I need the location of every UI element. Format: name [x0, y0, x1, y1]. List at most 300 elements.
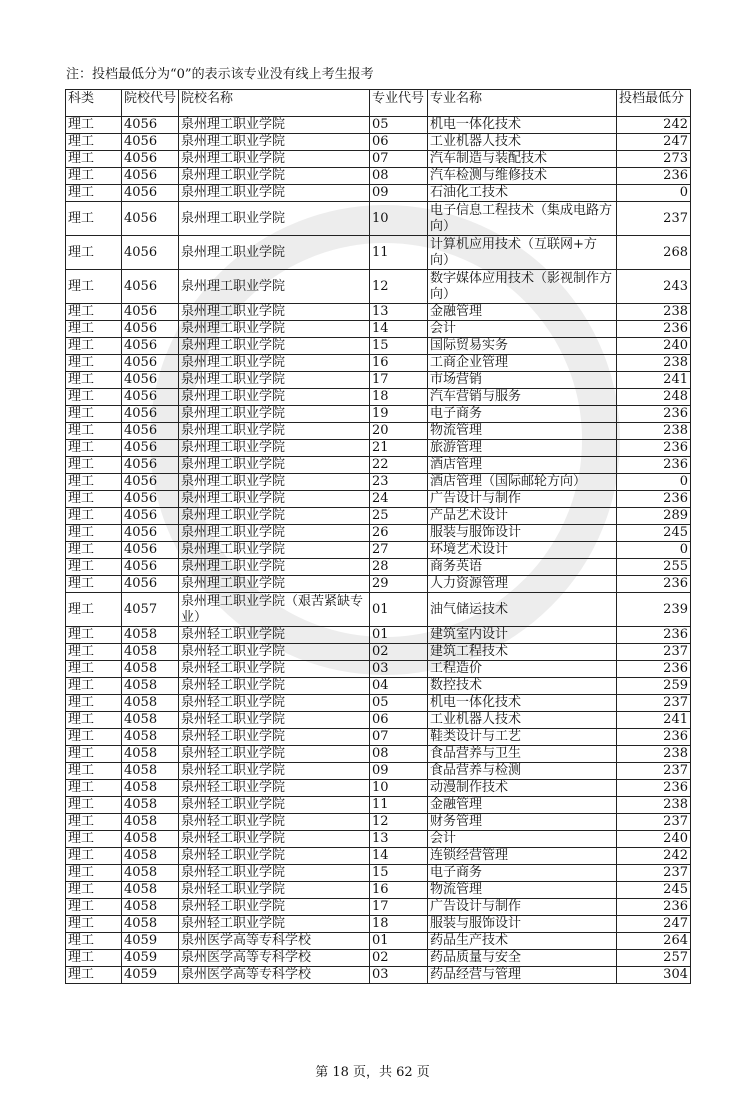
cell-major-name: 服装与服饰设计 — [428, 525, 617, 542]
table-row — [66, 236, 691, 270]
table-row — [66, 406, 691, 423]
cell-major-name: 机电一体化技术 — [428, 117, 617, 134]
cell-major-name: 环境艺术设计 — [428, 542, 617, 559]
cell-school-code: 4059 — [122, 967, 179, 984]
cell-school-code: 4059 — [122, 950, 179, 967]
cell-major-name: 人力资源管理 — [428, 576, 617, 593]
cell-school-code: 4056 — [122, 576, 179, 593]
cell-school-name: 泉州医学高等专科学校 — [179, 967, 370, 984]
cell-major-code: 01 — [370, 933, 428, 950]
cell-min-score: 243 — [617, 270, 691, 304]
cell-school-code: 4056 — [122, 321, 179, 338]
table-row — [66, 457, 691, 474]
table-row — [66, 440, 691, 457]
cell-school-name: 泉州轻工职业学院 — [179, 644, 370, 661]
cell-major-code: 10 — [370, 780, 428, 797]
cell-category: 理工 — [66, 270, 122, 304]
cell-major-name: 建筑工程技术 — [428, 644, 617, 661]
cell-min-score: 238 — [617, 355, 691, 372]
cell-major-code: 05 — [370, 117, 428, 134]
cell-major-code: 09 — [370, 185, 428, 202]
cell-school-name: 泉州理工职业学院 — [179, 151, 370, 168]
cell-min-score: 259 — [617, 678, 691, 695]
cell-category: 理工 — [66, 355, 122, 372]
cell-school-name: 泉州理工职业学院 — [179, 355, 370, 372]
cell-min-score: 242 — [617, 848, 691, 865]
cell-major-name: 汽车营销与服务 — [428, 389, 617, 406]
cell-school-code: 4058 — [122, 882, 179, 899]
cell-min-score: 238 — [617, 423, 691, 440]
cell-major-name: 产品艺术设计 — [428, 508, 617, 525]
cell-major-name: 物流管理 — [428, 423, 617, 440]
cell-category: 理工 — [66, 151, 122, 168]
cell-school-name: 泉州轻工职业学院 — [179, 865, 370, 882]
table-row — [66, 321, 691, 338]
cell-category: 理工 — [66, 967, 122, 984]
cell-category: 理工 — [66, 508, 122, 525]
table-row — [66, 797, 691, 814]
cell-category: 理工 — [66, 117, 122, 134]
cell-category: 理工 — [66, 576, 122, 593]
cell-school-code: 4058 — [122, 712, 179, 729]
cell-major-name: 工业机器人技术 — [428, 712, 617, 729]
cell-min-score: 236 — [617, 168, 691, 185]
cell-school-name: 泉州理工职业学院 — [179, 389, 370, 406]
cell-category: 理工 — [66, 627, 122, 644]
cell-school-name: 泉州理工职业学院 — [179, 576, 370, 593]
cell-category: 理工 — [66, 542, 122, 559]
table-row — [66, 899, 691, 916]
cell-major-code: 05 — [370, 695, 428, 712]
cell-school-code: 4056 — [122, 270, 179, 304]
cell-major-name: 药品经营与管理 — [428, 967, 617, 984]
table-row — [66, 967, 691, 984]
cell-school-code: 4058 — [122, 797, 179, 814]
cell-school-code: 4058 — [122, 848, 179, 865]
cell-major-code: 08 — [370, 746, 428, 763]
cell-school-name: 泉州轻工职业学院 — [179, 729, 370, 746]
table-row — [66, 916, 691, 933]
cell-min-score: 236 — [617, 780, 691, 797]
cell-school-code: 4056 — [122, 389, 179, 406]
cell-min-score: 268 — [617, 236, 691, 270]
cell-major-name: 工业机器人技术 — [428, 134, 617, 151]
cell-min-score: 304 — [617, 967, 691, 984]
cell-major-code: 25 — [370, 508, 428, 525]
cell-min-score: 245 — [617, 882, 691, 899]
table-row — [66, 355, 691, 372]
table-row — [66, 559, 691, 576]
cell-school-code: 4056 — [122, 202, 179, 236]
cell-major-name: 广告设计与制作 — [428, 899, 617, 916]
cell-category: 理工 — [66, 763, 122, 780]
table-row — [66, 865, 691, 882]
cell-major-code: 21 — [370, 440, 428, 457]
cell-school-code: 4058 — [122, 746, 179, 763]
cell-school-code: 4058 — [122, 763, 179, 780]
cell-category: 理工 — [66, 831, 122, 848]
cell-school-code: 4058 — [122, 695, 179, 712]
cell-school-code: 4056 — [122, 355, 179, 372]
table-row — [66, 372, 691, 389]
table-row — [66, 389, 691, 406]
cell-major-name: 石油化工技术 — [428, 185, 617, 202]
cell-school-code: 4056 — [122, 423, 179, 440]
cell-school-code: 4056 — [122, 134, 179, 151]
cell-school-name: 泉州理工职业学院 — [179, 117, 370, 134]
header-category: 科类 — [66, 90, 122, 117]
cell-school-code: 4056 — [122, 474, 179, 491]
cell-school-name: 泉州理工职业学院 — [179, 457, 370, 474]
cell-major-name: 建筑室内设计 — [428, 627, 617, 644]
cell-school-name: 泉州轻工职业学院 — [179, 678, 370, 695]
cell-major-name: 电子信息工程技术（集成电路方向） — [428, 202, 617, 236]
cell-school-name: 泉州理工职业学院（艰苦紧缺专业） — [179, 593, 370, 627]
cell-category: 理工 — [66, 185, 122, 202]
cell-major-code: 17 — [370, 372, 428, 389]
cell-min-score: 237 — [617, 202, 691, 236]
cell-school-name: 泉州理工职业学院 — [179, 134, 370, 151]
cell-min-score: 237 — [617, 814, 691, 831]
cell-min-score: 237 — [617, 865, 691, 882]
cell-major-name: 会计 — [428, 831, 617, 848]
table-row — [66, 168, 691, 185]
cell-min-score: 236 — [617, 576, 691, 593]
page-footer: 第 18 页，共 62 页 — [315, 1065, 430, 1080]
cell-major-name: 药品质量与安全 — [428, 950, 617, 967]
cell-major-code: 23 — [370, 474, 428, 491]
cell-major-code: 01 — [370, 593, 428, 627]
cell-school-code: 4056 — [122, 525, 179, 542]
cell-major-code: 03 — [370, 661, 428, 678]
cell-school-code: 4058 — [122, 831, 179, 848]
cell-major-code: 29 — [370, 576, 428, 593]
table-header-row — [66, 90, 691, 117]
cell-major-name: 广告设计与制作 — [428, 491, 617, 508]
cell-min-score: 242 — [617, 117, 691, 134]
cell-category: 理工 — [66, 695, 122, 712]
cell-category: 理工 — [66, 474, 122, 491]
cell-category: 理工 — [66, 457, 122, 474]
cell-major-code: 26 — [370, 525, 428, 542]
cell-school-name: 泉州轻工职业学院 — [179, 746, 370, 763]
cell-major-name: 物流管理 — [428, 882, 617, 899]
cell-school-code: 4056 — [122, 338, 179, 355]
cell-min-score: 247 — [617, 916, 691, 933]
cell-major-code: 07 — [370, 729, 428, 746]
cell-major-name: 电子商务 — [428, 865, 617, 882]
table-row — [66, 882, 691, 899]
cell-min-score: 247 — [617, 134, 691, 151]
cell-major-name: 数控技术 — [428, 678, 617, 695]
cell-school-code: 4056 — [122, 406, 179, 423]
cell-school-code: 4056 — [122, 117, 179, 134]
cell-school-name: 泉州理工职业学院 — [179, 270, 370, 304]
cell-major-code: 22 — [370, 457, 428, 474]
cell-major-code: 02 — [370, 644, 428, 661]
cell-major-name: 市场营销 — [428, 372, 617, 389]
table-row — [66, 814, 691, 831]
cell-school-name: 泉州理工职业学院 — [179, 474, 370, 491]
cell-school-code: 4058 — [122, 780, 179, 797]
cell-major-code: 12 — [370, 814, 428, 831]
cell-major-name: 商务英语 — [428, 559, 617, 576]
cell-major-code: 28 — [370, 559, 428, 576]
cell-category: 理工 — [66, 729, 122, 746]
cell-min-score: 240 — [617, 338, 691, 355]
header-min-score: 投档最低分 — [617, 90, 691, 117]
cell-school-name: 泉州理工职业学院 — [179, 508, 370, 525]
cell-min-score: 236 — [617, 321, 691, 338]
table-row — [66, 950, 691, 967]
cell-major-name: 数字媒体应用技术（影视制作方向） — [428, 270, 617, 304]
cell-category: 理工 — [66, 661, 122, 678]
cell-major-code: 16 — [370, 355, 428, 372]
cell-school-name: 泉州理工职业学院 — [179, 542, 370, 559]
cell-major-name: 药品生产技术 — [428, 933, 617, 950]
cell-school-name: 泉州理工职业学院 — [179, 338, 370, 355]
cell-category: 理工 — [66, 304, 122, 321]
cell-major-code: 06 — [370, 712, 428, 729]
cell-school-name: 泉州轻工职业学院 — [179, 780, 370, 797]
table-row — [66, 712, 691, 729]
cell-major-name: 酒店管理 — [428, 457, 617, 474]
cell-school-name: 泉州理工职业学院 — [179, 185, 370, 202]
cell-min-score: 236 — [617, 729, 691, 746]
cell-category: 理工 — [66, 797, 122, 814]
table-row — [66, 423, 691, 440]
cell-major-name: 财务管理 — [428, 814, 617, 831]
cell-category: 理工 — [66, 899, 122, 916]
cell-major-code: 06 — [370, 134, 428, 151]
cell-major-code: 09 — [370, 763, 428, 780]
cell-school-code: 4058 — [122, 865, 179, 882]
cell-school-code: 4056 — [122, 151, 179, 168]
cell-school-name: 泉州轻工职业学院 — [179, 848, 370, 865]
table-row — [66, 831, 691, 848]
cell-school-name: 泉州医学高等专科学校 — [179, 933, 370, 950]
cell-min-score: 240 — [617, 831, 691, 848]
cell-school-name: 泉州理工职业学院 — [179, 491, 370, 508]
cell-major-name: 连锁经营管理 — [428, 848, 617, 865]
cell-school-name: 泉州轻工职业学院 — [179, 916, 370, 933]
cell-school-code: 4056 — [122, 457, 179, 474]
cell-school-name: 泉州理工职业学院 — [179, 236, 370, 270]
cell-min-score: 241 — [617, 372, 691, 389]
cell-major-code: 04 — [370, 678, 428, 695]
cell-min-score: 264 — [617, 933, 691, 950]
cell-school-code: 4056 — [122, 168, 179, 185]
table-row — [66, 593, 691, 627]
cell-category: 理工 — [66, 848, 122, 865]
cell-major-name: 机电一体化技术 — [428, 695, 617, 712]
cell-school-code: 4056 — [122, 542, 179, 559]
cell-school-code: 4056 — [122, 559, 179, 576]
cell-min-score: 248 — [617, 389, 691, 406]
cell-major-name: 食品营养与卫生 — [428, 746, 617, 763]
table-row — [66, 134, 691, 151]
cell-min-score: 238 — [617, 746, 691, 763]
cell-category: 理工 — [66, 882, 122, 899]
cell-category: 理工 — [66, 559, 122, 576]
cell-school-name: 泉州轻工职业学院 — [179, 695, 370, 712]
cell-major-name: 汽车检测与维修技术 — [428, 168, 617, 185]
cell-category: 理工 — [66, 202, 122, 236]
cell-min-score: 0 — [617, 542, 691, 559]
cell-major-code: 14 — [370, 848, 428, 865]
cell-major-name: 食品营养与检测 — [428, 763, 617, 780]
cell-school-code: 4058 — [122, 916, 179, 933]
cell-category: 理工 — [66, 916, 122, 933]
cell-school-name: 泉州理工职业学院 — [179, 423, 370, 440]
cell-min-score: 237 — [617, 763, 691, 780]
table-row — [66, 338, 691, 355]
cell-school-name: 泉州轻工职业学院 — [179, 899, 370, 916]
cell-school-code: 4056 — [122, 508, 179, 525]
cell-major-code: 15 — [370, 865, 428, 882]
cell-school-name: 泉州轻工职业学院 — [179, 814, 370, 831]
cell-major-name: 工商企业管理 — [428, 355, 617, 372]
cell-school-name: 泉州轻工职业学院 — [179, 661, 370, 678]
cell-category: 理工 — [66, 678, 122, 695]
table-row — [66, 644, 691, 661]
cell-category: 理工 — [66, 593, 122, 627]
cell-school-code: 4058 — [122, 729, 179, 746]
cell-min-score: 236 — [617, 627, 691, 644]
cell-school-code: 4057 — [122, 593, 179, 627]
cell-major-code: 27 — [370, 542, 428, 559]
cell-major-code: 19 — [370, 406, 428, 423]
cell-school-code: 4056 — [122, 440, 179, 457]
cell-major-code: 15 — [370, 338, 428, 355]
cell-school-name: 泉州理工职业学院 — [179, 525, 370, 542]
cell-category: 理工 — [66, 746, 122, 763]
cell-school-code: 4059 — [122, 933, 179, 950]
table-row — [66, 151, 691, 168]
cell-school-name: 泉州轻工职业学院 — [179, 627, 370, 644]
cell-major-code: 14 — [370, 321, 428, 338]
cell-category: 理工 — [66, 525, 122, 542]
cell-major-name: 金融管理 — [428, 304, 617, 321]
cell-major-name: 金融管理 — [428, 797, 617, 814]
cell-category: 理工 — [66, 865, 122, 882]
header-major-name: 专业名称 — [428, 90, 617, 117]
table-row — [66, 933, 691, 950]
table-note: 注：投档最低分为“0”的表示该专业没有线上考生报考 — [66, 67, 374, 82]
table-row — [66, 491, 691, 508]
cell-school-name: 泉州轻工职业学院 — [179, 831, 370, 848]
cell-min-score: 0 — [617, 474, 691, 491]
cell-min-score: 245 — [617, 525, 691, 542]
cell-major-code: 16 — [370, 882, 428, 899]
cell-school-code: 4056 — [122, 372, 179, 389]
cell-major-name: 工程造价 — [428, 661, 617, 678]
cell-school-code: 4058 — [122, 678, 179, 695]
table-row — [66, 304, 691, 321]
cell-school-name: 泉州轻工职业学院 — [179, 797, 370, 814]
cell-major-code: 02 — [370, 950, 428, 967]
table-row — [66, 746, 691, 763]
cell-major-code: 11 — [370, 797, 428, 814]
cell-category: 理工 — [66, 423, 122, 440]
cell-school-name: 泉州轻工职业学院 — [179, 763, 370, 780]
cell-school-name: 泉州理工职业学院 — [179, 321, 370, 338]
cell-min-score: 236 — [617, 406, 691, 423]
cell-min-score: 236 — [617, 661, 691, 678]
cell-major-name: 会计 — [428, 321, 617, 338]
cell-school-name: 泉州理工职业学院 — [179, 440, 370, 457]
cell-school-code: 4058 — [122, 899, 179, 916]
cell-major-name: 汽车制造与装配技术 — [428, 151, 617, 168]
cell-category: 理工 — [66, 236, 122, 270]
cell-category: 理工 — [66, 933, 122, 950]
cell-category: 理工 — [66, 950, 122, 967]
cell-school-code: 4056 — [122, 185, 179, 202]
cell-category: 理工 — [66, 168, 122, 185]
cell-school-name: 泉州理工职业学院 — [179, 304, 370, 321]
cell-school-name: 泉州理工职业学院 — [179, 559, 370, 576]
cell-school-code: 4058 — [122, 644, 179, 661]
cell-min-score: 239 — [617, 593, 691, 627]
cell-category: 理工 — [66, 644, 122, 661]
cell-major-code: 24 — [370, 491, 428, 508]
cell-major-code: 07 — [370, 151, 428, 168]
table-row — [66, 185, 691, 202]
cell-min-score: 236 — [617, 440, 691, 457]
cell-school-code: 4058 — [122, 814, 179, 831]
cell-major-name: 服装与服饰设计 — [428, 916, 617, 933]
table-row — [66, 729, 691, 746]
cell-school-name: 泉州轻工职业学院 — [179, 882, 370, 899]
table-row — [66, 542, 691, 559]
cell-major-name: 动漫制作技术 — [428, 780, 617, 797]
cell-major-code: 12 — [370, 270, 428, 304]
cell-school-name: 泉州理工职业学院 — [179, 202, 370, 236]
table-row — [66, 270, 691, 304]
cell-school-code: 4056 — [122, 236, 179, 270]
cell-category: 理工 — [66, 491, 122, 508]
cell-min-score: 255 — [617, 559, 691, 576]
cell-major-name: 旅游管理 — [428, 440, 617, 457]
cell-major-code: 20 — [370, 423, 428, 440]
table-row — [66, 678, 691, 695]
cell-major-code: 10 — [370, 202, 428, 236]
cell-category: 理工 — [66, 780, 122, 797]
cell-school-name: 泉州医学高等专科学校 — [179, 950, 370, 967]
cell-min-score: 236 — [617, 457, 691, 474]
header-school-code: 院校代号 — [122, 90, 179, 117]
table-row — [66, 576, 691, 593]
admission-score-table — [65, 89, 691, 984]
cell-major-code: 11 — [370, 236, 428, 270]
cell-school-name: 泉州理工职业学院 — [179, 168, 370, 185]
cell-school-code: 4056 — [122, 491, 179, 508]
cell-min-score: 236 — [617, 491, 691, 508]
table-row — [66, 525, 691, 542]
cell-major-name: 鞋类设计与工艺 — [428, 729, 617, 746]
cell-category: 理工 — [66, 372, 122, 389]
cell-major-code: 18 — [370, 389, 428, 406]
cell-min-score: 237 — [617, 695, 691, 712]
cell-school-code: 4056 — [122, 304, 179, 321]
table-row — [66, 508, 691, 525]
cell-min-score: 241 — [617, 712, 691, 729]
cell-major-code: 01 — [370, 627, 428, 644]
cell-min-score: 236 — [617, 899, 691, 916]
table-row — [66, 780, 691, 797]
table-row — [66, 474, 691, 491]
cell-major-code: 13 — [370, 831, 428, 848]
